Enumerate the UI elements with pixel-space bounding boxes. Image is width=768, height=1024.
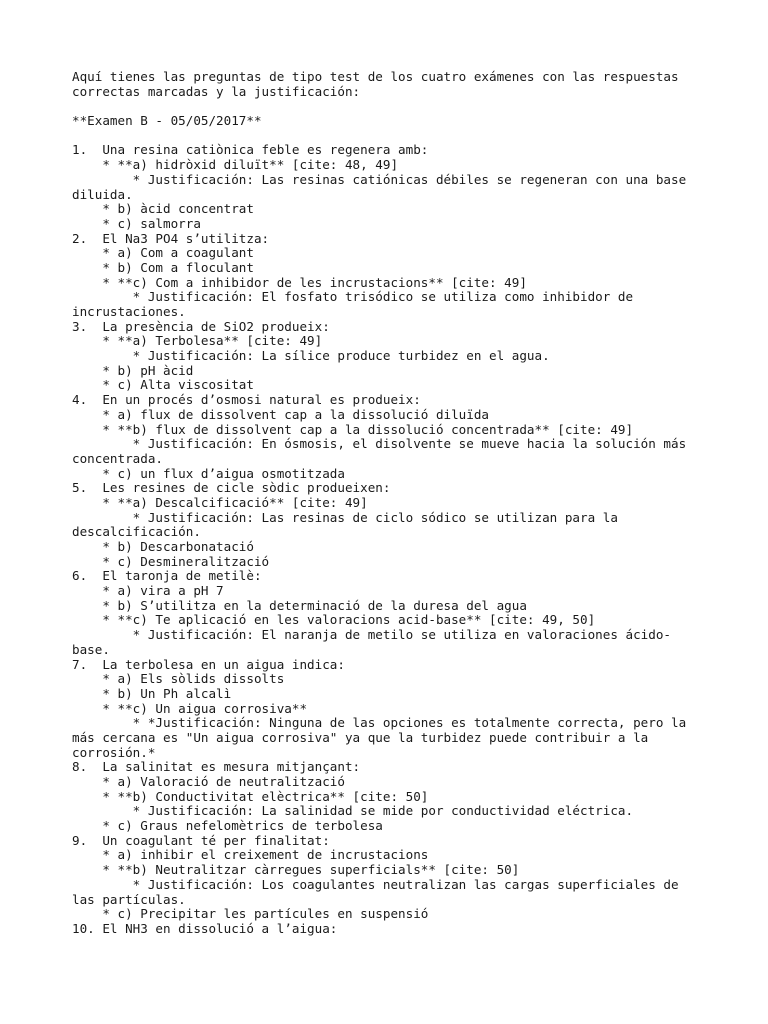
text-line: * b) àcid concentrat [72,201,254,217]
text-line: * Justificación: El fosfato trisódico se utiliza como inhibidor de [72,289,634,305]
text-line: corrosión.* [72,744,156,760]
text-line: 8. La salinitat es mesura mitjançant: [72,759,361,775]
text-line: * c) Graus nefelomètrics de terbolesa [72,818,383,834]
text-line: * Justificación: La salinidad se mide por conductividad eléctrica. [72,803,634,819]
text-line: * a) Com a coagulant [72,245,254,261]
document-page [72,70,688,937]
text-line: 4. En un procés d’osmosi natural es produeix: [72,392,421,408]
text-line: * c) Precipitar les partícules en suspensió [72,906,429,922]
text-line: 3. La presència de SiO2 produeix: [72,318,330,334]
exam-heading: **Examen B - 05/05/2017** [72,113,262,129]
blank-line [72,129,688,144]
text-line: * **c) Te aplicació en les valoracions acid-base** [cite: 49, 50] [72,612,596,628]
text-line: 1. Una resina catiònica feble es regenera amb: [72,142,429,158]
text-line: base. [72,641,110,657]
text-line: * **b) flux de dissolvent cap a la dissolució concentrada** [cite: 49] [72,421,634,437]
text-line: * b) S’utilitza en la determinació de la duresa del agua [72,597,527,613]
text-line: * a) inhibir el creixement de incrustacions [72,847,429,863]
text-line: * Justificación: Los coagulantes neutralizan las cargas superficiales de [72,876,679,892]
text-line: * Justificación: El naranja de metilo se utiliza en valoraciones ácido- [72,627,671,643]
text-line: * **c) Com a inhibidor de les incrustacions** [cite: 49] [72,274,527,290]
text-line: 7. La terbolesa en un aigua indica: [72,656,345,672]
text-line: * **c) Un aigua corrosiva** [72,700,308,716]
text-line: más cercana es "Un aigua corrosiva" ya que la turbidez puede contribuir a la [72,729,649,745]
text-line: * **b) Neutralitzar càrregues superficials** [cite: 50] [72,862,520,878]
text-line: * a) flux de dissolvent cap a la dissolució diluïda [72,406,490,422]
text-line: diluida. [72,186,133,202]
intro-line: Aquí tienes las preguntas de tipo test de los cuatro exámenes con las respuestas [72,69,679,84]
text-line: * c) un flux d’aigua osmotitzada [72,465,345,481]
text-line: descalcificación. [72,524,201,540]
text-line: incrustaciones. [72,304,186,319]
text-line: * **a) Descalcificació** [cite: 49] [72,494,368,510]
blank-line [72,99,688,114]
text-line: * a) vira a pH 7 [72,583,224,599]
text-line: * c) Alta viscositat [72,377,254,393]
text-line: * Justificación: Las resinas catiónicas débiles se regeneran con una base [72,171,687,187]
text-line: * Justificación: Las resinas de ciclo sódico se utilizan para la [72,509,618,525]
text-line: 5. Les resines de cicle sòdic produeixen: [72,480,391,496]
text-line: * a) Valoració de neutralització [72,774,345,789]
text-line: * c) salmorra [72,215,201,231]
text-line: * Justificación: La sílice produce turbidez en el agua. [72,348,550,364]
text-line: * c) Desmineralització [72,553,270,569]
text-line: las partículas. [72,891,186,907]
text-line: 6. El taronja de metilè: [72,568,262,584]
text-line: * a) Els sòlids dissolts [72,671,285,687]
text-line: * **b) Conductivitat elèctrica** [cite: 50] [72,788,429,804]
intro-line: correctas marcadas y la justificación: [72,83,361,99]
text-line: 2. El Na3 PO4 s’utilitza: [72,230,270,246]
text-line: concentrada. [72,450,163,466]
text-line: * **a) Terbolesa** [cite: 49] [72,333,323,349]
text-line: * Justificación: En ósmosis, el disolvente se mueve hacia la solución más [72,436,687,452]
text-line: * b) pH àcid [72,362,194,378]
text-line: 10. El NH3 en dissolució a l’aigua: [72,920,338,936]
question-list [72,143,688,936]
text-line: * **a) hidròxid diluït** [cite: 48, 49] [72,157,399,173]
text-line: * b) Com a floculant [72,259,254,275]
text-line: * b) Descarbonatació [72,539,254,554]
text-line: * b) Un Ph alcalì [72,685,232,701]
text-line: * *Justificación: Ninguna de las opciones es totalmente correcta, pero la [72,715,687,731]
text-line: 9. Un coagulant té per finalitat: [72,832,330,848]
